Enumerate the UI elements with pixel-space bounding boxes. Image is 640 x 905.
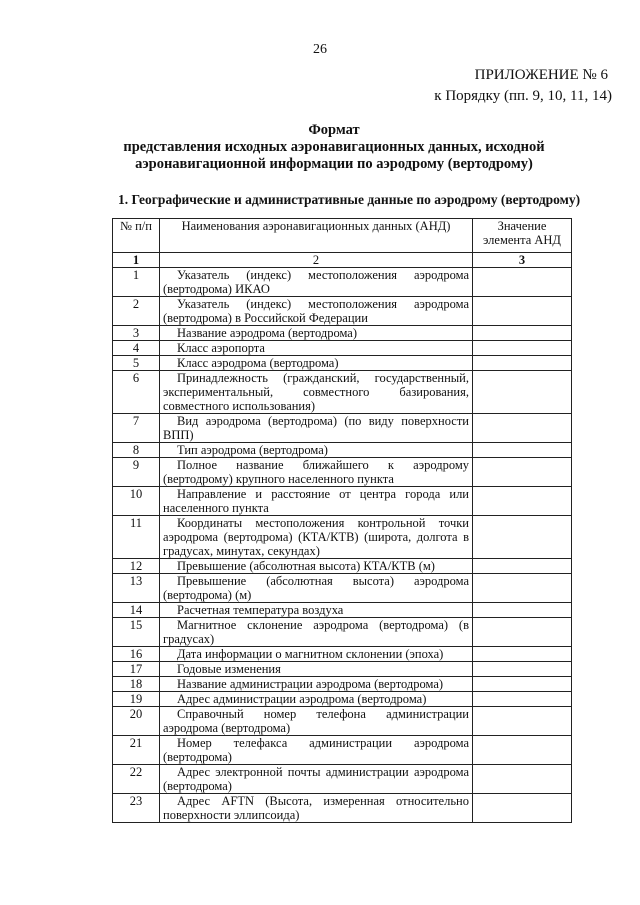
table-row (113, 414, 572, 443)
row-data-name-text: Тип аэродрома (вертодрома) (177, 443, 328, 457)
row-data-name (160, 574, 473, 603)
row-data-name (160, 326, 473, 341)
row-data-name-text: Дата информации о магнитном склонении (эпоха) (177, 647, 444, 661)
row-number: 13 (113, 574, 160, 603)
row-number: 23 (113, 794, 160, 823)
row-value-cell[interactable] (473, 647, 572, 662)
row-data-name-text: Полное название ближайшего к аэродрому (вертодрому) крупного населенного пункта (163, 458, 469, 486)
row-data-name (160, 458, 473, 487)
row-value-cell[interactable] (473, 692, 572, 707)
table-row (113, 371, 572, 414)
row-value-cell[interactable] (473, 765, 572, 794)
row-data-name (160, 341, 473, 356)
row-data-name-text: Адрес администрации аэродрома (вертодрома) (177, 692, 427, 706)
row-data-name-text: Адрес AFTN (Высота, измеренная относительно поверхности эллипсоида) (163, 794, 469, 822)
row-number: 10 (113, 487, 160, 516)
aeronautical-data-table (112, 218, 572, 823)
table-row (113, 559, 572, 574)
row-number: 3 (113, 326, 160, 341)
row-value-cell[interactable] (473, 603, 572, 618)
row-data-name-text: Справочный номер телефона администрации аэродрома (вертодрома) (163, 707, 469, 735)
row-data-name (160, 765, 473, 794)
table-row (113, 341, 572, 356)
row-value-cell[interactable] (473, 574, 572, 603)
row-data-name-text: Вид аэродрома (вертодрома) (по виду поверхности ВПП) (163, 414, 469, 442)
row-value-cell[interactable] (473, 516, 572, 559)
table-row (113, 458, 572, 487)
row-number: 6 (113, 371, 160, 414)
row-number: 15 (113, 618, 160, 647)
row-value-cell[interactable] (473, 356, 572, 371)
row-data-name-text: Указатель (индекс) местоположения аэродрома (вертодрома) ИКАО (163, 268, 469, 296)
appendix-reference: к Порядку (пп. 9, 10, 11, 14) (434, 88, 612, 104)
row-data-name-text: Принадлежность (гражданский, государственный, экспериментальный, совместного базирования, совместного использования) (163, 371, 469, 413)
row-data-name (160, 647, 473, 662)
column-index-row (113, 253, 572, 268)
row-value-cell[interactable] (473, 341, 572, 356)
row-value-cell[interactable] (473, 618, 572, 647)
row-number: 9 (113, 458, 160, 487)
row-data-name (160, 677, 473, 692)
row-data-name-text: Превышение (абсолютная высота) КТА/КТВ (м) (177, 559, 435, 573)
table-row (113, 487, 572, 516)
table-row (113, 443, 572, 458)
row-value-cell[interactable] (473, 297, 572, 326)
row-value-cell[interactable] (473, 458, 572, 487)
table-row (113, 707, 572, 736)
row-number: 20 (113, 707, 160, 736)
column-index-1: 1 (113, 253, 160, 268)
row-data-name (160, 794, 473, 823)
row-data-name-text: Номер телефакса администрации аэродрома (вертодрома) (163, 736, 469, 764)
row-data-name-text: Магнитное склонение аэродрома (вертодрома) (в градусах) (163, 618, 469, 646)
section-title: 1. Географические и административные данные по аэродрому (вертодрому) (118, 192, 581, 207)
row-value-cell[interactable] (473, 414, 572, 443)
row-data-name-text: Класс аэропорта (177, 341, 265, 355)
table-row (113, 356, 572, 371)
table-row (113, 794, 572, 823)
document-heading-line2: представления исходных аэронавигационных данных, исходной (123, 139, 545, 155)
header-number: № п/п (113, 219, 160, 253)
row-data-name-text: Расчетная температура воздуха (177, 603, 344, 617)
row-data-name (160, 692, 473, 707)
row-value-cell[interactable] (473, 677, 572, 692)
document-heading-line3: аэронавигационной информации по аэродрому (вертодрому) (135, 156, 533, 172)
row-data-name-text: Координаты местоположения контрольной точки аэродрома (вертодрома) (КТА/КТВ) (широта, долгота в градусах, минутах, секундах) (163, 516, 469, 558)
row-data-name-text: Превышение (абсолютная высота) аэродрома (вертодрома) (м) (163, 574, 469, 602)
row-data-name (160, 297, 473, 326)
row-value-cell[interactable] (473, 268, 572, 297)
table-row (113, 692, 572, 707)
row-data-name (160, 603, 473, 618)
table-row (113, 765, 572, 794)
row-value-cell[interactable] (473, 326, 572, 341)
row-data-name (160, 487, 473, 516)
row-data-name-text: Название аэродрома (вертодрома) (177, 326, 357, 340)
row-data-name (160, 516, 473, 559)
row-data-name-text: Указатель (индекс) местоположения аэродрома (вертодрома) в Российской Федерации (163, 297, 469, 325)
row-value-cell[interactable] (473, 707, 572, 736)
table-row (113, 647, 572, 662)
row-number: 22 (113, 765, 160, 794)
row-data-name (160, 371, 473, 414)
row-number: 7 (113, 414, 160, 443)
row-number: 5 (113, 356, 160, 371)
row-data-name (160, 707, 473, 736)
row-data-name (160, 559, 473, 574)
document-heading-line1: Формат (308, 122, 360, 138)
row-value-cell[interactable] (473, 371, 572, 414)
row-number: 12 (113, 559, 160, 574)
row-value-cell[interactable] (473, 662, 572, 677)
row-data-name-text: Название администрации аэродрома (вертодрома) (177, 677, 444, 691)
column-index-3: 3 (473, 253, 572, 268)
table-row (113, 297, 572, 326)
row-data-name (160, 356, 473, 371)
table-row (113, 677, 572, 692)
row-data-name (160, 414, 473, 443)
header-value: Значение элемента АНД (473, 219, 572, 253)
row-value-cell[interactable] (473, 559, 572, 574)
table-row (113, 268, 572, 297)
row-data-name-text: Направление и расстояние от центра города или населенного пункта (163, 487, 469, 515)
row-value-cell[interactable] (473, 443, 572, 458)
table-header-row (113, 219, 572, 253)
row-number: 17 (113, 662, 160, 677)
column-index-2: 2 (160, 253, 473, 268)
row-data-name (160, 736, 473, 765)
page-number: 26 (313, 42, 327, 57)
table-row (113, 516, 572, 559)
row-value-cell[interactable] (473, 487, 572, 516)
row-data-name (160, 618, 473, 647)
row-data-name (160, 662, 473, 677)
row-data-name-text: Класс аэродрома (вертодрома) (177, 356, 339, 370)
table-row (113, 662, 572, 677)
row-number: 14 (113, 603, 160, 618)
header-name: Наименования аэронавигационных данных (АНД) (160, 219, 473, 253)
row-number: 16 (113, 647, 160, 662)
row-value-cell[interactable] (473, 794, 572, 823)
row-number: 8 (113, 443, 160, 458)
row-number: 4 (113, 341, 160, 356)
row-number: 1 (113, 268, 160, 297)
row-number: 18 (113, 677, 160, 692)
table-row (113, 618, 572, 647)
row-data-name-text: Адрес электронной почты администрации аэродрома (вертодрома) (163, 765, 469, 793)
row-number: 11 (113, 516, 160, 559)
table-row (113, 603, 572, 618)
row-number: 21 (113, 736, 160, 765)
row-data-name (160, 443, 473, 458)
row-value-cell[interactable] (473, 736, 572, 765)
table-row (113, 736, 572, 765)
row-data-name (160, 268, 473, 297)
row-number: 19 (113, 692, 160, 707)
table-row (113, 574, 572, 603)
row-data-name-text: Годовые изменения (177, 662, 281, 676)
row-number: 2 (113, 297, 160, 326)
appendix-title: ПРИЛОЖЕНИЕ № 6 (474, 67, 608, 83)
table-row (113, 326, 572, 341)
